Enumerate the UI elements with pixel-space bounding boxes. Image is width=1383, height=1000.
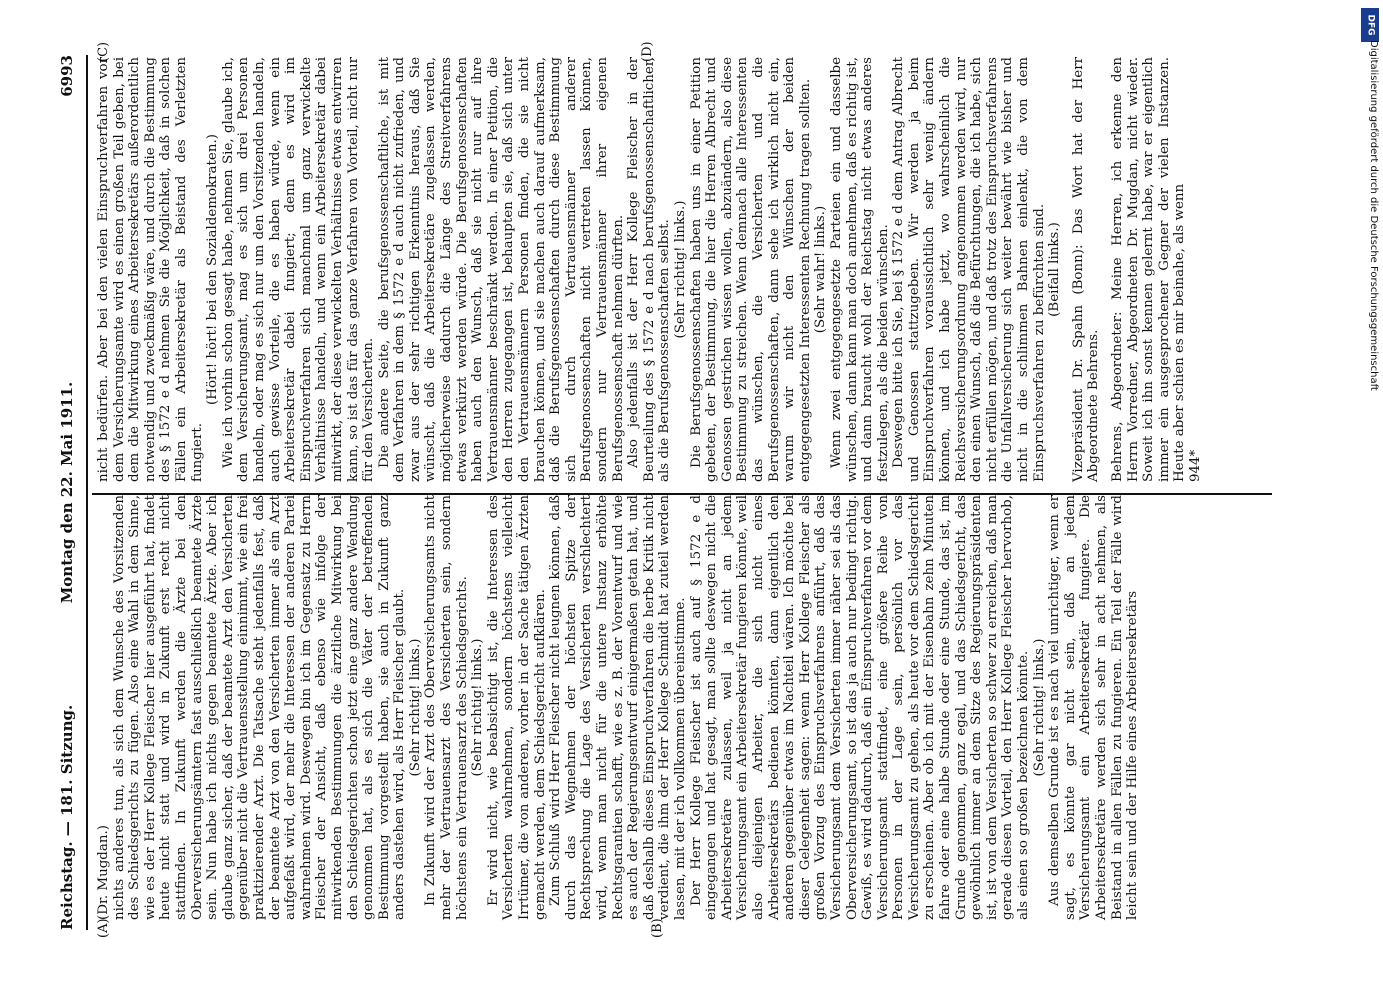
- sidebar: [1357, 0, 1383, 1000]
- page-number: 6993: [58, 55, 76, 97]
- paragraph: Wenn zwei entgegengesetzte Parteien ein und dasselbe wünschen, dann kann man doch annehmen, daß es richtig ist, und dann braucht wohl der Reichstag nicht etwas anderes festzulegen, als die beiden wünschen.: [828, 57, 891, 482]
- paragraph: Die Berufsgenossenschaften haben uns in einer Petition gebeten, der Bestimmung, die hier die Herren Albrecht und Genossen gestrichen wissen wollen, abzuändern, also diese Bestimmung zu streichen. Wenn demnach alle Interessenten das wünschen, die Versicherten und die Berufsgenossenschaften, dann sehe ich wirklich nicht ein, warum wir nicht den Wünschen der beiden entgegengesetzten Interessenten Rechnung tragen sollten.: [688, 57, 813, 482]
- paragraph: Deswegen bitte ich Sie, bei § 1572 e d dem Antrag Albrecht und Genossen stattzugeben. Wir werden ja beim Einspruchverfahren voraussichtlich sehr wenig ändern können, und ich habe jetzt, wo wahrscheinlich die Reichsversicherungsordnung angenommen werden wird, nur den einen Wunsch, daß die Befürchtungen, die ich habe, sich nicht erfüllen mögen, und daß trotz des Einspruchsverfahrens die Unfallversicherung sich weiter bewährt wie bisher und nicht in die schlimmen Bahnen einlenkt, die von dem Einspruchsverfahren zu befürchten sind.: [891, 57, 1047, 482]
- paragraph: (Sehr richtig! links.): [672, 200, 688, 339]
- paragraph: Also jedenfalls ist der Herr Kollege Fleischer in der Beurteilung des § 1572 e d nach berufsgenossenschaftlicher, als die Berufsgenossenschaften selbst.: [626, 57, 673, 482]
- paragraph: (Sehr wahr! links.): [813, 205, 829, 334]
- right-column: [96, 57, 1204, 482]
- paragraph: Wie ich vorhin schon gesagt habe, nehmen Sie, glaube ich, dem Versicherungsamt, mag es sich um drei Personen handeln, oder mag es sich nur um den Vorsitzenden handeln, auch gewisse Vorteile, die es haben würde, wenn ein Arbeitersekretär dabei fungiert; denn es wird im Einspruchverfahren sich manchmal um ganz verwickelte Verhältnisse handeln, und wenn ein Arbeitersekretär dabei mitwirkt, der diese verwickelten Verhältnisse etwas entwirren kann, so ist das für das ganze Verfahren von Vorteil, nicht nur für den Versicherten.: [220, 57, 377, 482]
- paragraph: (Sehr richtig! links.): [407, 638, 423, 777]
- margin-marker-d: (D): [640, 41, 655, 62]
- paragraph: Zum Schluß wird Herr Fleischer nicht leugnen können, daß durch das Wegnehmen der höchsten Spitze der Rechtsprechung die Lage des Versicherten verschlechtert wird, wenn man nicht für die untere Instanz erhöhte Rechtsgarantien schafft, wie es z. B. der Vorentwurf und wie es auch der Regierungsentwurf einigermaßen getan hat, und daß deshalb dieses Einspruchverfahren die herbe Kritik nicht verdient, die ihm der Herr Kollege Schmidt hat zuteil werden lassen, mit der ich vollkommen übereinstimme.: [548, 495, 688, 920]
- paragraph: nichts anderes tun, als sich dem Wunsche des Vorsitzenden des Schiedsgerichts zu fügen. Also eine Wahl in dem Sinne, wie es der Herr Kollege Fleischer hier ausgeführt hat, findet heute nicht statt und wird in Zukunft erst recht nicht stattfinden. In Zukunft werden die Ärzte bei den Oberversicherungsämtern fast ausschließlich beamtete Ärzte sein. Nun habe ich nichts gegen beamtete Ärzte. Aber ich glaube ganz sicher, daß der beamtete Arzt den Versicherten gegenüber nicht die Vertrauensstellung einnimmt, wie ein frei praktizierender Arzt. Die Tatsache steht jedenfalls fest, daß der beamtete Arzt von den Versicherten immer als ein Arzt aufgefaßt wird, der mehr die Interessen der anderen Partei wahrnehmen wird. Deswegen bin ich im Gegensatz zu Herrn Fleischer der Ansicht, daß ebenso wie infolge der mitwirkenden Bestimmungen die ärztliche Mitwirkung bei den Schiedsgerichten schon jetzt eine ganz andere Wendung genommen hat, als es sich die Väter der betreffenden Bestimmung vorgestellt haben, sie auch in Zukunft ganz anders dastehen wird, als Herr Fleischer glaubt.: [111, 495, 408, 920]
- paragraph: Aus demselben Grunde ist es nach viel unrichtiger, wenn er sagt, es könnte gar nicht sein, daß an jedem Versicherungsamt ein Arbeitersekretär fungiere. Die Arbeitersekretäre werden sich sehr in acht nehmen, als Beistand in allen Fällen zu fungieren. Ein Teil der Fälle wird leicht sein und der Hilfe eines Arbeitersekretärs: [1047, 495, 1141, 920]
- paragraph: (Sehr richtig! links.): [470, 638, 486, 777]
- margin-marker-c: (C): [96, 41, 111, 62]
- margin-marker-a: (A): [96, 918, 111, 938]
- header-rule: [86, 55, 88, 930]
- paragraph: (Dr. Mugdan.): [96, 825, 111, 920]
- paragraph: (Sehr richtig! links.): [1031, 638, 1047, 777]
- paragraph: 944*: [1187, 449, 1203, 482]
- paragraph: (Hört! hört! bei den Sozialdemokraten.): [205, 134, 221, 405]
- dfg-logo: DFG: [1361, 8, 1379, 42]
- paragraph: Die andere Seite, die berufsgenossenschaftliche, ist mit dem Verfahren in dem § 1572 e d auch nicht zufrieden, und zwar aus der sehr richtigen Erkenntnis heraus, daß Sie wünscht, daß die Arbeitersekretäre zugelassen werden, möglicherweise dadurch die Länge des Streitverfahrens etwas verkürzt werden würde. Die Berufsgenossenschaften haben auch den Wunsch, daß sie nicht nur auf ihre Vertrauensmänner beschränkt werden. In einer Petition, die den Herren zugegangen ist, behaupten sie, daß sich unter den Vertrauensmännern Personen finden, die sie nicht brauchen können, und sie machen auch darauf aufmerksam, daß die Berufsgenossenschaften durch diese Bestimmung sich durch Vertrauensmänner anderer Berufsgenossenschaften nicht vertreten lassen können, sondern nur Vertrauensmänner ihrer eigenen Berufsgenossenschaft nehmen dürften.: [376, 57, 626, 482]
- paragraph: Er wird nicht, wie beabsichtigt ist, die Interessen des Versicherten wahrnehmen, sondern höchstens vielleicht Irrtümer, die von anderen, vorher in der Sache tätigen Ärzten gemacht werden, dem Schiedsgericht aufklären.: [485, 495, 548, 920]
- paragraph: Vizepräsident Dr. Spahn (Bonn): Das Wort hat der Herr Abgeordnete Behrens.: [1070, 57, 1102, 482]
- header-left: Reichstag. — 181. Sitzung.: [58, 704, 76, 930]
- paragraph: Behrens, Abgeordneter: Meine Herren, ich erkenne den Herrn Vorredner, Abgeordneten Dr. Mugdan, nicht wieder. Soweit ich ihn sonst kennen gelernt habe, war er eigentlich immer ein ausgesprochener Gegner der vielen Instanzen. Heute aber schien es mir beinahe, als wenn: [1110, 57, 1188, 482]
- paragraph: (Beifall links.): [1047, 222, 1063, 317]
- header-date: Montag den 22. Mai 1911.: [58, 381, 76, 604]
- margin-marker-b: (B): [650, 918, 665, 938]
- digitization-note: Digitalisierung gefördert durch die Deutsche Forschungsgemeinschaft: [1368, 40, 1379, 391]
- page-header: [58, 55, 86, 930]
- paragraph: nicht bedürfen. Aber bei den vielen Einspruchverfahren vor dem Versicherungsamte wird es einen großen Teil geben, bei dem die Mitwirkung eines Arbeitersekretärs außerordentlich notwendig und zweckmäßig wäre, und durch die Bestimmung des § 1572 e d nehmen Sie die Möglichkeit, daß in solchen Fällen ein Arbeitersekretär als Beistand des Verletzten fungiert.: [96, 57, 205, 482]
- paragraph: In Zukunft wird der Arzt des Oberversicherungsamts nicht mehr der Vertrauensarzt des Versicherten sein, sondern höchstens ein Vertrauensarzt des Schiedsgerichts.: [423, 495, 470, 920]
- left-column: [96, 495, 1141, 920]
- paragraph: Der Herr Kollege Fleischer ist auch auf § 1572 e d eingegangen und hat gesagt, man sollte deswegen nicht die Arbeitersekretäre zulassen, weil ja nicht an jedem Versicherungsamt ein Arbeitersekretär fungieren könnte, weil also diejenigen Arbeiter, die sich nicht eines Arbeitersekretärs bedienen könnten, dann eigentlich den anderen gegenüber etwas im Nachteil wären. Ich möchte bei dieser Gelegenheit sagen: wenn Herr Kollege Fleischer als großen Vorzug des Einspruchsverfahrens anführt, daß das Versicherungsamt dem Versicherten immer näher sei als das Oberversicherungsamt, so ist das ja auch nur bedingt richtig. Gewiß, es wird dadurch, daß ein Einspruchverfahren vor dem Versicherungsamt stattfindet, eine größere Reihe von Personen in der Lage sein, persönlich vor das Versicherungsamt zu gehen, als heute vor dem Schiedsgericht zu erscheinen. Aber ob ich mit der Eisenbahn zehn Minuten fahre oder eine halbe Stunde oder eine Stunde, das ist, im Grunde genommen, ganz egal, und das Schiedsgericht, das gewöhnlich immer an dem Sitze des Regierungspräsidenten ist, ist von dem Versicherten so schwer zu erreichen, daß man gerade diesen Vorteil, den Herr Kollege Fleischer hervorhob, als einen so großen bezeichnen könnte.: [688, 495, 1032, 920]
